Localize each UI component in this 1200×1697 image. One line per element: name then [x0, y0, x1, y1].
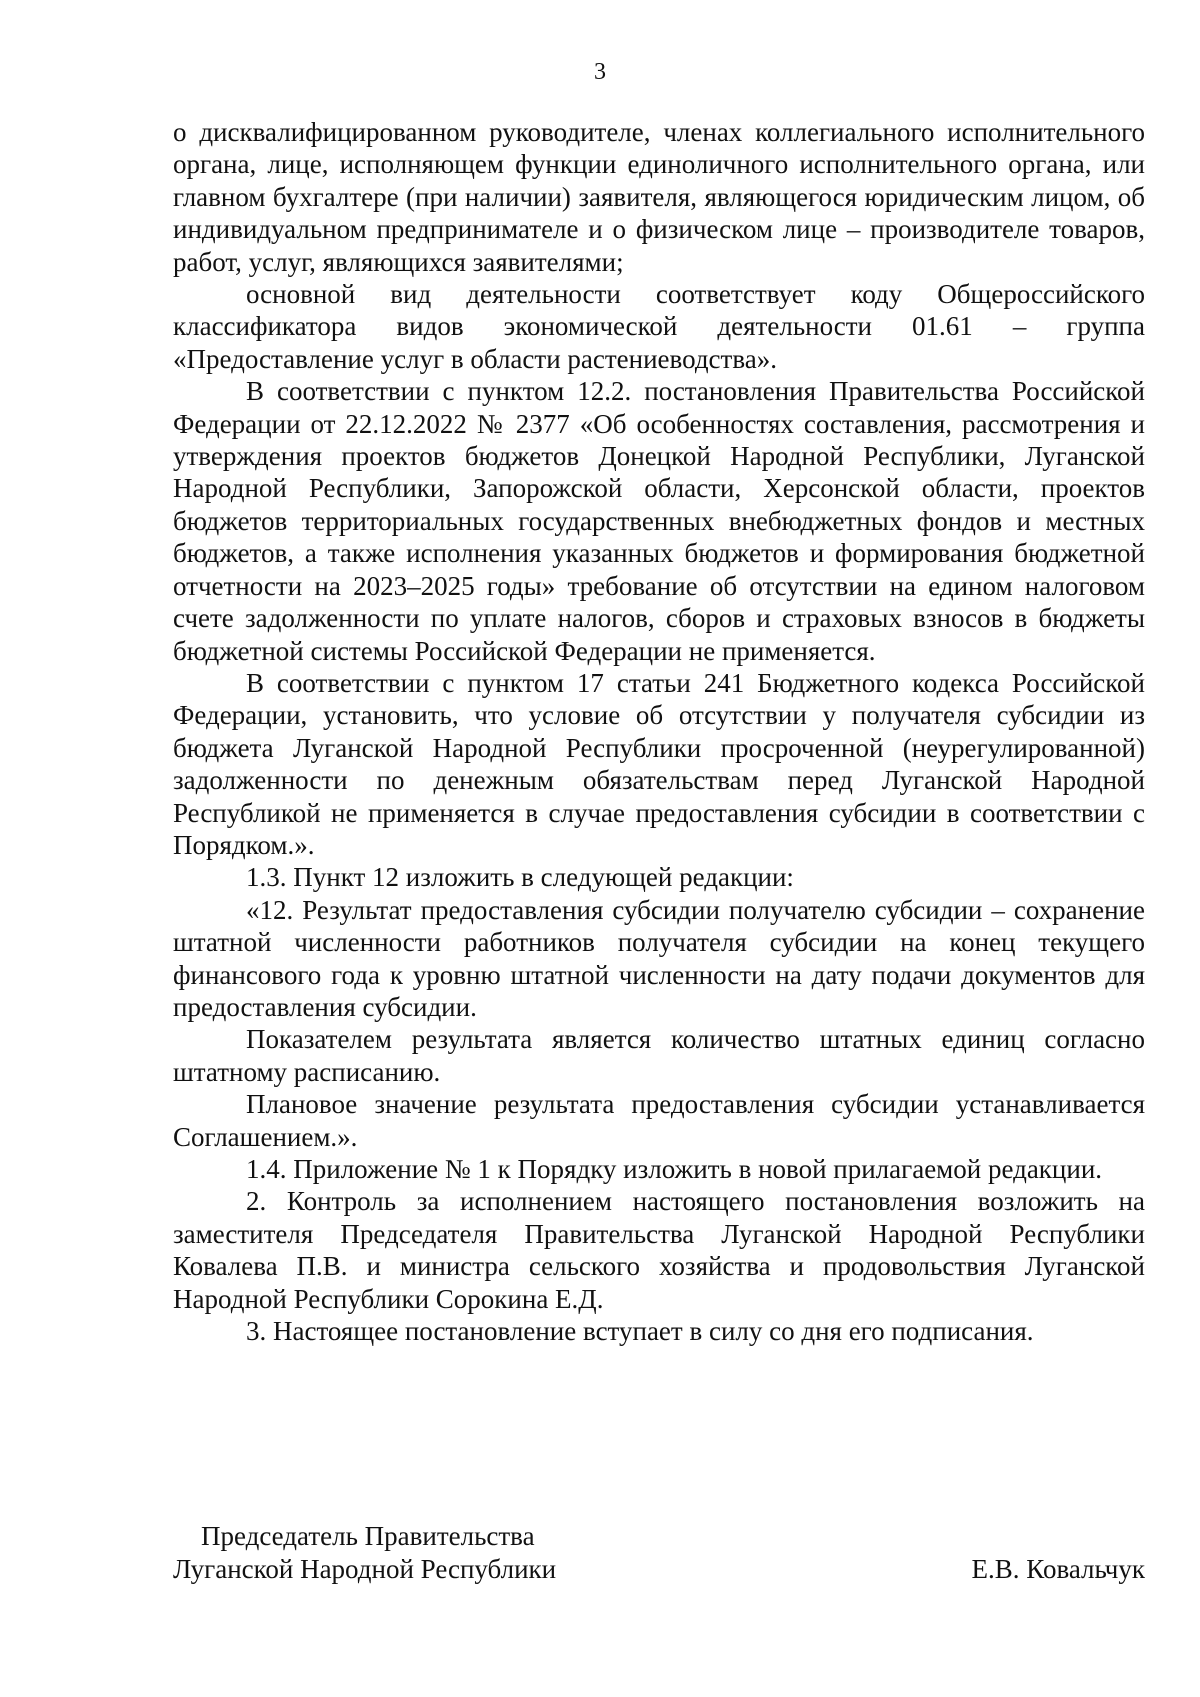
- paragraph-8: Плановое значение результата предоставления субсидии устанавливается Соглашением.».: [173, 1089, 1145, 1152]
- signature-block: [173, 1520, 1145, 1586]
- paragraph-5: 1.3. Пункт 12 изложить в следующей редакции:: [246, 862, 794, 893]
- paragraph-1: о дисквалифицированном руководителе, членах коллегиального исполнительного органа, лице, исполняющем функции единоличного исполнительного органа, или главном бухгалтере (при наличии) заявителя, являющегося юридическим лицом, об индивидуальном предпринимателе и о физическом лице – производителе товаров, работ, услуг, являющихся заявителями;: [173, 117, 1145, 277]
- signatory-title-line1: Председатель Правительства: [201, 1521, 535, 1551]
- paragraph-4: В соответствии с пунктом 17 статьи 241 Бюджетного кодекса Российской Федерации, установить, что условие об отсутствии у получателя субсидии из бюджета Луганской Народной Республики просроченной (неурегулированной) задолженности по денежным обязательствам перед Луганской Народной Республикой не применяется в случае предоставления субсидии в соответствии с Порядком.».: [173, 667, 1145, 860]
- document-body: [173, 116, 1145, 1347]
- paragraph-9: 1.4. Приложение № 1 к Порядку изложить в новой прилагаемой редакции.: [246, 1154, 1103, 1184]
- paragraph-6: «12. Результат предоставления субсидии получателю субсидии – сохранение штатной численности работников получателя субсидии на конец текущего финансового года к уровню штатной численности на дату подачи документов для предоставления субсидии.: [173, 894, 1145, 1022]
- signatory-title-line2: Луганской Народной Республики: [173, 1554, 557, 1584]
- signature-row: [173, 1553, 1145, 1586]
- page-number: 3: [594, 59, 606, 85]
- signatory-name: Е.В. Ковальчук: [971, 1554, 1145, 1584]
- paragraph-2: основной вид деятельности соответствует коду Общероссийского классификатора видов экономической деятельности 01.61 – группа «Предоставление услуг в области растениеводства».: [173, 279, 1145, 374]
- paragraph-11: 3. Настоящее постановление вступает в силу со дня его подписания.: [246, 1316, 1034, 1347]
- paragraph-3: В соответствии с пунктом 12.2. постановления Правительства Российской Федерации от 22.12.2022 № 2377 «Об особенностях составления, рассмотрения и утверждения проектов бюджетов Донецкой Народной Республики, Луганской Народной Республики, Запорожской области, Херсонской области, проектов бюджетов территориальных государственных внебюджетных фондов и местных бюджетов, а также исполнения указанных бюджетов и формирования бюджетной отчетности на 2023–2025 годы» требование об отсутствии на едином налоговом счете задолженности по уплате налогов, сборов и страховых взносов в бюджеты бюджетной системы Российской Федерации не применяется.: [173, 376, 1145, 666]
- paragraph-7: Показателем результата является количество штатных единиц согласно штатному расписанию.: [173, 1024, 1145, 1087]
- paragraph-10: 2. Контроль за исполнением настоящего постановления возложить на заместителя Председателя Правительства Луганской Народной Республики Ковалева П.В. и министра сельского хозяйства и продовольствия Луганской Народной Республики Сорокина Е.Д.: [173, 1186, 1145, 1314]
